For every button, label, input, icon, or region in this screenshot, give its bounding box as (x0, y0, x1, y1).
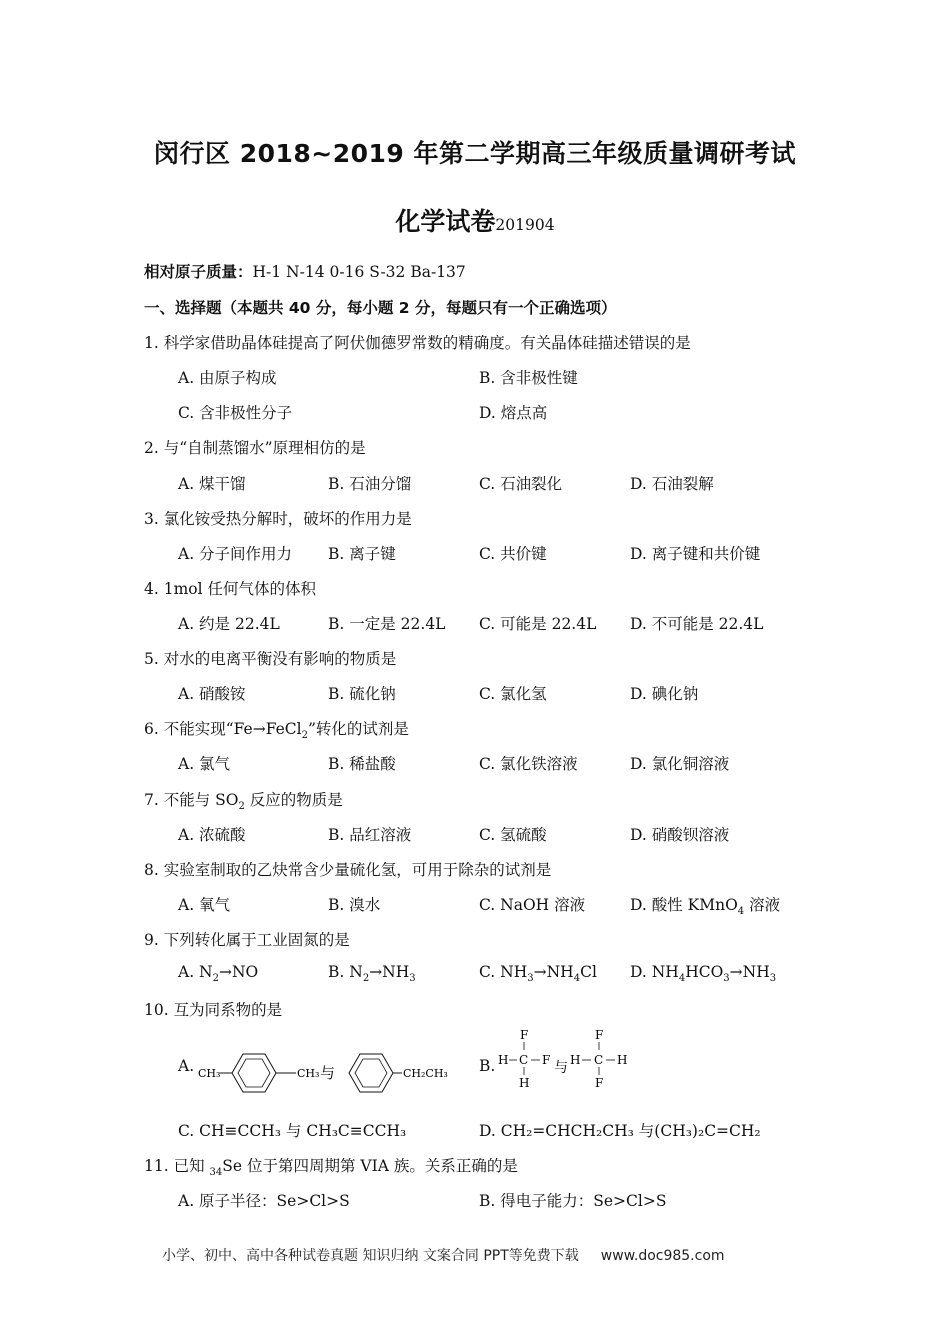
q2-option-c: C. 石油裂化 (479, 475, 563, 493)
q2-option-b: B. 石油分馏 (328, 475, 412, 493)
svg-text:H: H (519, 1076, 530, 1090)
section-title: 一、选择题（本题共 40 分，每小题 2 分，每题只有一个正确选项） (144, 299, 617, 317)
question-6-stem: 6. 不能实现“Fe→FeCl$_2$”转化的试剂是 (144, 720, 409, 742)
question-3-stem: 3. 氯化铵受热分解时，破坏的作用力是 (144, 510, 412, 528)
question-1-stem: 1. 科学家借助晶体硅提高了阿伏伽德罗常数的精确度。有关晶体硅描述错误的是 (144, 334, 691, 352)
q9-option-b: B. $N_2\to NH_3$ (328, 963, 416, 985)
svg-text:C: C (519, 1053, 529, 1067)
q9-option-a: A. $N_2\to NO$ (178, 963, 259, 985)
q10-option-a-structures (192, 1038, 462, 1108)
subject-title: 化学试卷 (395, 207, 496, 236)
q6-option-c: C. 氯化铁溶液 (479, 755, 578, 773)
q10-option-b-structures (494, 1024, 644, 1094)
svg-text:H: H (617, 1053, 628, 1067)
q4-option-b: B. 一定是 22.4L (328, 615, 446, 633)
question-11-stem: 11. 已知 $_{34}$Se 位于第四周期第 VIA 族。关系正确的是 (144, 1157, 518, 1179)
svg-text:F: F (542, 1053, 551, 1067)
q1-option-a: A. 由原子构成 (178, 369, 277, 387)
q7-option-c: C. 氢硫酸 (479, 826, 547, 844)
q3-option-d: D. 离子键和共价键 (630, 545, 761, 563)
question-7-stem: 7. 不能与 $SO_2$ 反应的物质是 (144, 791, 343, 813)
question-8-stem: 8. 实验室制取的乙炔常含少量硫化氢，可用于除杂的试剂是 (144, 861, 552, 879)
svg-text:F: F (595, 1028, 604, 1042)
q9-option-d: D. $NH_4HCO_3\to NH_3$ (630, 963, 777, 985)
q7-option-b: B. 品红溶液 (328, 826, 412, 844)
footer-text: 小学、初中、高中各种试卷真题 知识归纳 文案合同 PPT等免费下载 (162, 1248, 579, 1264)
q3-option-c: C. 共价键 (479, 545, 547, 563)
q10-option-d: D. CH₂=CHCH₂CH₃ 与(CH₃)₂C=CH₂ (479, 1122, 761, 1140)
q2-option-a: A. 煤干馏 (178, 475, 246, 493)
exam-title: 闵行区 2018~2019 年第二学期高三年级质量调研考试 (153, 139, 797, 168)
q10-option-c: C. CH≡CCH₃ 与 CH₃C≡CCH₃ (178, 1122, 407, 1140)
q5-option-b: B. 硫化钠 (328, 685, 396, 703)
q5-option-c: C. 氯化氢 (479, 685, 547, 703)
a-ch2ch3: CH₂CH₃ (403, 1067, 448, 1080)
q2-option-d: D. 石油裂解 (630, 475, 714, 493)
b-yu: 与 (554, 1060, 568, 1076)
footer-url[interactable]: www.doc985.com (600, 1248, 725, 1264)
question-10-stem: 10. 互为同系物的是 (144, 1001, 283, 1019)
q6-option-d: D. 氯化铜溶液 (630, 755, 730, 773)
q6-option-a: A. 氯气 (178, 755, 231, 773)
question-5-stem: 5. 对水的电离平衡没有影响的物质是 (144, 650, 397, 668)
svg-text:C: C (594, 1053, 604, 1067)
q3-option-b: B. 离子键 (328, 545, 396, 563)
question-2-stem: 2. 与“自制蒸馏水”原理相仿的是 (144, 439, 366, 457)
q7-option-a: A. 浓硫酸 (178, 826, 246, 844)
atomic-mass-line: 相对原子质量：H-1 N-14 0-16 S-32 Ba-137 (144, 263, 466, 281)
q1-option-c: C. 含非极性分子 (178, 404, 293, 422)
q6-option-b: B. 稀盐酸 (328, 755, 396, 773)
q10-option-a-label: A. (178, 1057, 195, 1075)
q4-option-d: D. 不可能是 22.4L (630, 615, 764, 633)
q5-option-a: A. 硝酸铵 (178, 685, 246, 703)
q4-option-c: C. 可能是 22.4L (479, 615, 597, 633)
q4-option-a: A. 约是 22.4L (178, 615, 280, 633)
exam-code: 201904 (495, 216, 555, 234)
a-ch3-left: CH₃ (198, 1067, 221, 1080)
q7-option-d: D. 硝酸钡溶液 (630, 826, 730, 844)
a-yu: 与 (320, 1064, 336, 1082)
q11-option-b: B. 得电子能力：Se>Cl>S (479, 1192, 667, 1210)
question-9-stem: 9. 下列转化属于工业固氮的是 (144, 931, 350, 949)
q1-option-b: B. 含非极性键 (479, 369, 578, 387)
q8-option-b: B. 溴水 (328, 896, 381, 914)
q9-option-c: C. $NH_3\to NH_4Cl$ (479, 963, 597, 985)
exam-subtitle (0, 202, 950, 238)
svg-text:H: H (498, 1053, 509, 1067)
q8-option-d: D. 酸性 KMnO$_4$ 溶液 (630, 896, 781, 918)
svg-text:F: F (520, 1028, 529, 1042)
page-footer (162, 1245, 725, 1265)
q11-option-a: A. 原子半径：Se>Cl>S (178, 1192, 350, 1210)
q5-option-d: D. 碘化钠 (630, 685, 699, 703)
question-4-stem: 4. 1mol 任何气体的体积 (144, 580, 316, 598)
q1-option-d: D. 熔点高 (479, 404, 548, 422)
svg-text:F: F (595, 1076, 604, 1090)
q3-option-a: A. 分子间作用力 (178, 545, 293, 563)
q8-option-a: A. 氧气 (178, 896, 231, 914)
svg-text:H: H (570, 1053, 581, 1067)
q10-option-b-label: B. (479, 1057, 496, 1075)
q8-option-c: C. NaOH 溶液 (479, 896, 586, 914)
a-ch3-right: CH₃ (297, 1067, 320, 1080)
